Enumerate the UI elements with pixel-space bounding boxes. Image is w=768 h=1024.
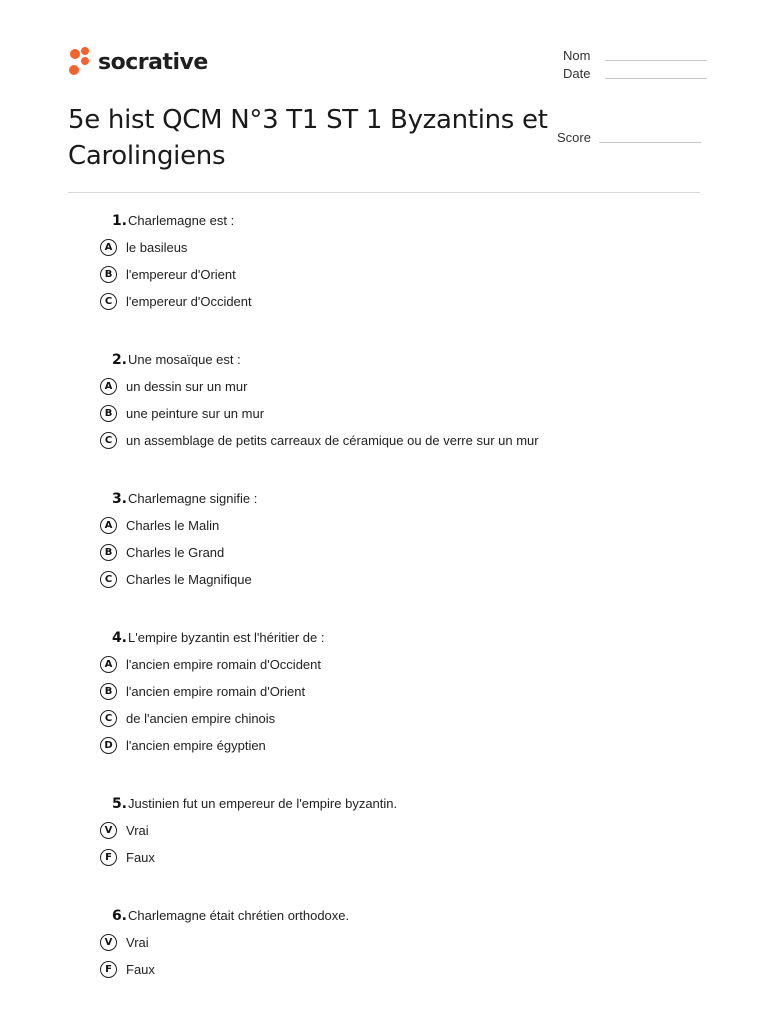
- answer-option: [100, 678, 720, 705]
- option-text: un assemblage de petits carreaux de céramique ou de verre sur un mur: [126, 433, 539, 448]
- answer-option: [100, 566, 720, 593]
- question-6: [100, 908, 720, 983]
- option-text: le basileus: [126, 240, 188, 255]
- option-letter-badge: A: [100, 517, 117, 534]
- option-text: de l'ancien empire chinois: [126, 711, 276, 726]
- option-text: Faux: [126, 962, 155, 977]
- option-letter-badge: C: [100, 571, 117, 588]
- option-letter-badge: V: [100, 934, 117, 951]
- answer-option: [100, 373, 720, 400]
- answer-option: [100, 705, 720, 732]
- question-3: [100, 491, 720, 593]
- answer-option: [100, 539, 720, 566]
- option-text: Charles le Magnifique: [126, 572, 252, 587]
- date-label: Date: [563, 66, 591, 81]
- answer-option: [100, 817, 720, 844]
- question-line: [100, 352, 720, 373]
- answer-option: [100, 929, 720, 956]
- question-number: 3.: [111, 491, 127, 507]
- question-number: 5.: [111, 796, 127, 812]
- name-field: [563, 48, 707, 63]
- option-letter-badge: A: [100, 239, 117, 256]
- option-letter-badge: B: [100, 405, 117, 422]
- option-letter-badge: B: [100, 544, 117, 561]
- option-letter-badge: C: [100, 432, 117, 449]
- question-number: 6.: [111, 908, 127, 924]
- option-text: l'empereur d'Occident: [126, 294, 252, 309]
- option-letter-badge: B: [100, 266, 117, 283]
- answer-option: [100, 234, 720, 261]
- option-text: l'ancien empire romain d'Orient: [126, 684, 306, 699]
- answer-option: [100, 512, 720, 539]
- question-line: [100, 213, 720, 234]
- answer-option: [100, 651, 720, 678]
- answer-option: [100, 732, 720, 759]
- quiz-title: 5e hist QCM N°3 T1 ST 1 Byzantins et Carolingiens: [68, 105, 548, 171]
- option-text: Faux: [126, 850, 155, 865]
- question-text: Charlemagne signifie :: [128, 491, 258, 506]
- name-label: Nom: [563, 48, 591, 63]
- question-4: [100, 630, 720, 759]
- date-field: [563, 66, 707, 81]
- question-text: Charlemagne était chrétien orthodoxe.: [128, 908, 350, 923]
- option-text: une peinture sur un mur: [126, 406, 265, 421]
- question-1: [100, 213, 720, 315]
- question-text: Justinien fut un empereur de l'empire byzantin.: [128, 796, 398, 811]
- question-line: [100, 908, 720, 929]
- option-text: l'ancien empire romain d'Occident: [126, 657, 321, 672]
- header-divider: [68, 192, 700, 193]
- question-2: [100, 352, 720, 454]
- question-number: 2.: [111, 352, 127, 368]
- score-field: [557, 130, 701, 145]
- socrative-logo-icon: [68, 46, 92, 78]
- question-text: Charlemagne est :: [128, 213, 235, 228]
- answer-option: [100, 288, 720, 315]
- name-line: [605, 50, 707, 61]
- date-line: [605, 68, 707, 79]
- option-text: Vrai: [126, 935, 149, 950]
- option-text: l'empereur d'Orient: [126, 267, 236, 282]
- question-list: [100, 213, 720, 1020]
- brand-name: socrative: [98, 49, 208, 75]
- option-letter-badge: B: [100, 683, 117, 700]
- option-letter-badge: A: [100, 656, 117, 673]
- question-5: [100, 796, 720, 871]
- option-letter-badge: F: [100, 849, 117, 866]
- option-text: Vrai: [126, 823, 149, 838]
- question-line: [100, 796, 720, 817]
- answer-option: [100, 400, 720, 427]
- option-text: Charles le Grand: [126, 545, 225, 560]
- answer-option: [100, 261, 720, 288]
- option-letter-badge: F: [100, 961, 117, 978]
- score-label: Score: [557, 130, 591, 145]
- question-text: L'empire byzantin est l'héritier de :: [128, 630, 325, 645]
- socrative-logo: [68, 45, 208, 79]
- question-text: Une mosaïque est :: [128, 352, 241, 367]
- option-text: un dessin sur un mur: [126, 379, 248, 394]
- question-line: [100, 630, 720, 651]
- answer-option: [100, 844, 720, 871]
- option-letter-badge: C: [100, 293, 117, 310]
- answer-option: [100, 427, 720, 454]
- option-text: l'ancien empire égyptien: [126, 738, 266, 753]
- answer-option: [100, 956, 720, 983]
- score-line: [599, 132, 701, 143]
- option-letter-badge: C: [100, 710, 117, 727]
- question-line: [100, 491, 720, 512]
- option-text: Charles le Malin: [126, 518, 220, 533]
- question-number: 1.: [111, 213, 127, 229]
- option-letter-badge: A: [100, 378, 117, 395]
- option-letter-badge: D: [100, 737, 117, 754]
- option-letter-badge: V: [100, 822, 117, 839]
- question-number: 4.: [111, 630, 127, 646]
